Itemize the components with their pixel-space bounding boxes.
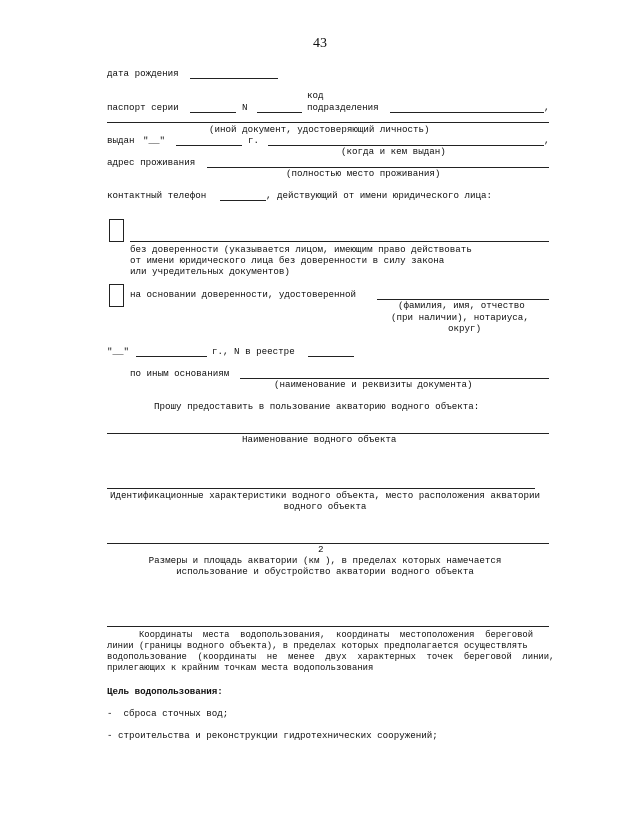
coordinates-text: Координаты места водопользования, координаты местоположения береговой линии (границы водного объекта), в пределах которых предполагается осуществлять водопользование (координаты не менее двух характерных точек береговой линии, прилегающих к крайним точкам места водопользования: [107, 630, 555, 673]
purpose-heading: Цель водопользования:: [107, 686, 223, 697]
request-text: Прошу предоставить в пользование акваторию водного объекта:: [154, 401, 480, 412]
registry-number-field[interactable]: [308, 356, 354, 357]
phone-field[interactable]: [220, 200, 266, 201]
acting-on-behalf-text: , действующий от имени юридического лица:: [266, 190, 493, 201]
code-label-bottom: подразделения: [307, 102, 379, 113]
dimensions-caption: Размеры и площадь акватории (км ), в пределах которых намечается использование и обустройство акватории водного объекта: [148, 555, 502, 577]
issued-date-field[interactable]: [176, 145, 242, 146]
division-code-field[interactable]: [390, 112, 544, 113]
other-grounds-caption: (наименование и реквизиты документа): [274, 379, 473, 390]
coordinates-field[interactable]: [107, 626, 549, 627]
notary-caption-3: округ): [448, 323, 482, 334]
birth-date-field[interactable]: [190, 78, 278, 79]
identification-field[interactable]: [107, 488, 535, 489]
water-object-name-caption: Наименование водного объекта: [242, 434, 397, 445]
registry-date-field[interactable]: [136, 356, 207, 357]
birth-date-label: дата рождения: [107, 68, 179, 79]
other-document-caption: (иной документ, удостоверяющий личность): [209, 124, 430, 135]
dimensions-field[interactable]: [107, 543, 549, 544]
area-unit-superscript: 2: [318, 544, 324, 555]
passport-number-field[interactable]: [257, 112, 302, 113]
issued-comma: ,: [544, 135, 550, 146]
other-grounds-label: по иным основаниям: [130, 368, 230, 379]
passport-series-label: паспорт серии: [107, 102, 179, 113]
purpose-item-wastewater: - сброса сточных вод;: [107, 708, 229, 719]
no-power-field[interactable]: [130, 241, 549, 242]
phone-label: контактный телефон: [107, 190, 207, 201]
no-power-checkbox[interactable]: [109, 219, 124, 242]
issued-label: выдан: [107, 135, 135, 146]
power-of-attorney-checkbox[interactable]: [109, 284, 124, 307]
registry-date-quote: "__": [107, 346, 130, 357]
passport-number-label: N: [242, 102, 248, 113]
code-label-top: код: [307, 90, 324, 101]
registry-text: г., N в реестре: [212, 346, 295, 357]
issued-year-suffix: г.: [248, 135, 260, 146]
purpose-item-construction: - строительства и реконструкции гидротехнических сооружений;: [107, 730, 438, 741]
passport-series-field[interactable]: [190, 112, 236, 113]
passport-comma: ,: [544, 102, 550, 113]
other-document-field[interactable]: [107, 122, 549, 123]
issued-date-quote: "__": [143, 135, 166, 146]
address-label: адрес проживания: [107, 157, 196, 168]
page-number: 43: [313, 36, 327, 51]
address-caption: (полностью место проживания): [286, 168, 441, 179]
no-power-text: без доверенности (указывается лицом, имеющим право действовать от имени юридического лица без доверенности в силу закона или учредительных документов): [130, 244, 472, 277]
power-of-attorney-text: на основании доверенности, удостоверенной: [130, 289, 357, 300]
identification-caption: Идентификационные характеристики водного объекта, место расположения акватории водного объекта: [109, 490, 541, 512]
notary-caption-1: (фамилия, имя, отчество: [398, 300, 525, 311]
notary-caption-2: (при наличии), нотариуса,: [391, 312, 529, 323]
issued-caption: (когда и кем выдан): [341, 146, 446, 157]
